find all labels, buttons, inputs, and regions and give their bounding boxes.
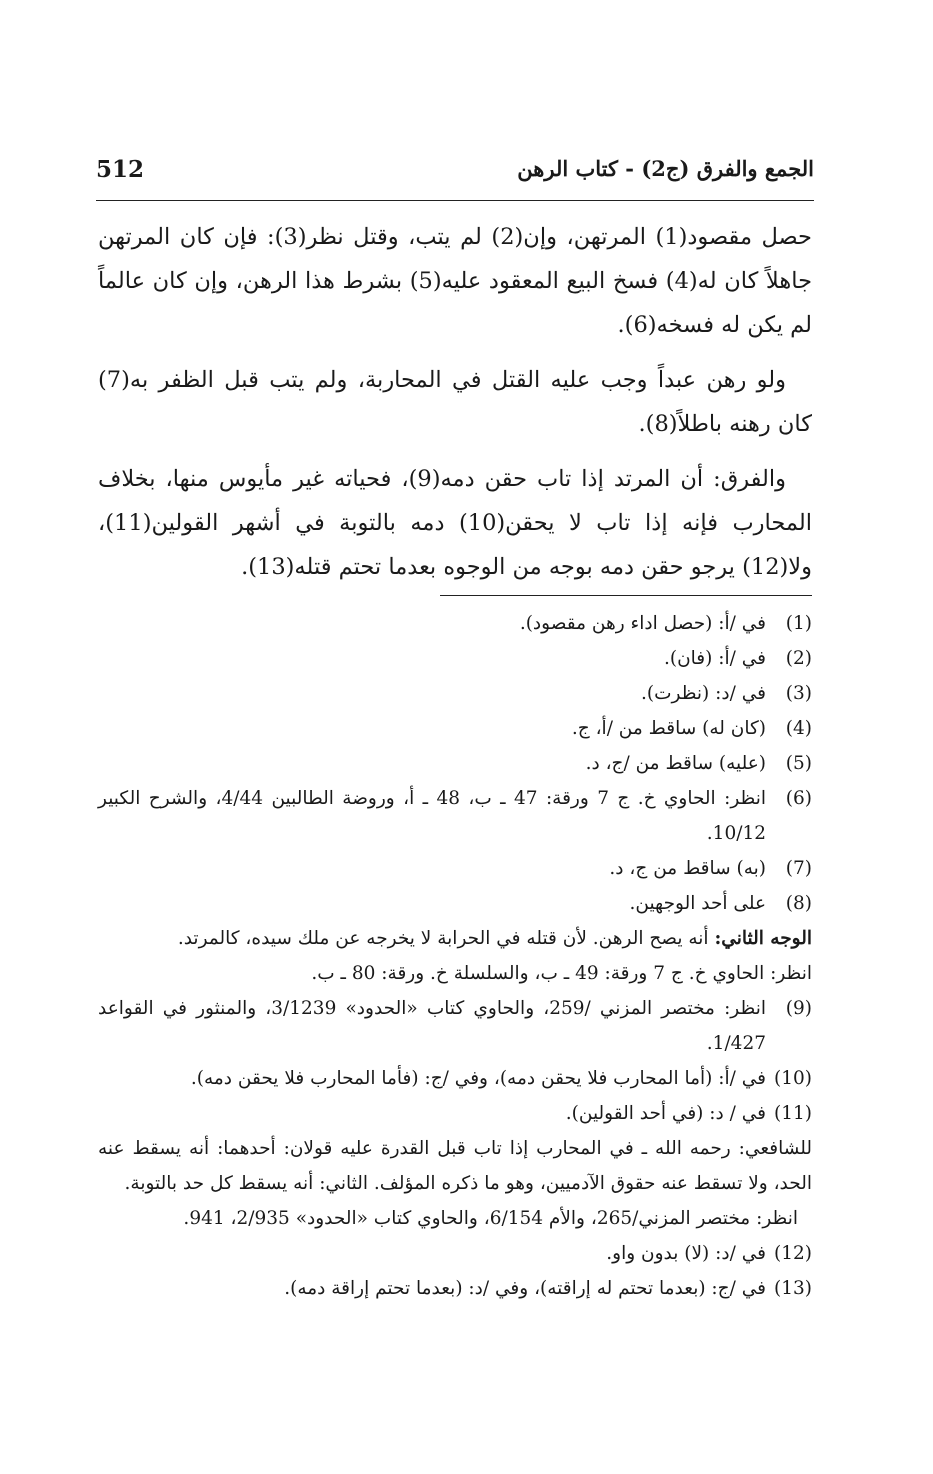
footnote-11-continuation: للشافعي: رحمه الله ـ في المحارب إذا تاب قبل القدرة عليه قولان: أحدهما: أنه يسقط عنه الحد، ولا تسقط عنه حقوق الآدميين، وهو ما ذكره المؤلف. الثاني: أنه يسقط كل حد بالتوبة.: [98, 1138, 812, 1194]
footnote-continuation-text: أنه يصح الرهن. لأن قتله في الحرابة لا يخرجه عن ملك سيده، كالمرتد.: [177, 928, 715, 949]
main-text: [98, 215, 812, 600]
paragraph-1: حصل مقصود(1) المرتهن، وإن(2) لم يتب، وقتل نظر(3): فإن كان المرتهن جاهلاً كان له(4) فسخ البيع المعقود عليه(5) بشرط هذا الرهن، وإن كان عالماً لم يكن له فسخه(6).: [98, 224, 812, 338]
footnote-number: (6): [785, 788, 812, 809]
footnote-2: [98, 641, 812, 676]
footnote-7: [98, 851, 812, 886]
footnote-text: انظر: مختصر المزني /259، والحاوي كتاب «الحدود» 3/1239، والمنثور في القواعد 1/427.: [98, 998, 766, 1054]
footnote-number: (9): [785, 998, 812, 1019]
footnote-number: (5): [785, 753, 812, 774]
footnote-number: (2): [785, 648, 812, 669]
footnote-number: (13): [774, 1278, 812, 1299]
footnote-6: [98, 781, 812, 851]
footnote-11-reference: انظر: مختصر المزني/265، والأم 6/154، والحاوي كتاب «الحدود» 2/935، 941.: [183, 1208, 798, 1229]
footnote-number: (4): [785, 718, 812, 739]
footnote-bold-label: الوجه الثاني:: [714, 928, 812, 949]
footnote-text: (كان له) ساقط من /أ، ج.: [571, 718, 766, 739]
footnote-12: [98, 1236, 812, 1271]
footnote-text: في /د: (نظرت).: [641, 683, 766, 704]
footnote-10: [98, 1061, 812, 1096]
footnote-4: [98, 711, 812, 746]
footnote-number: (12): [774, 1243, 812, 1264]
footnote-divider: [440, 595, 812, 596]
footnote-number: (11): [774, 1103, 812, 1124]
footnote-text: على أحد الوجهين.: [629, 893, 766, 914]
footnote-8: [98, 886, 812, 921]
footnote-11: [98, 1096, 812, 1131]
footnote-text: انظر: الحاوي خ. ج 7 ورقة: 47 ـ ب، 48 ـ أ، وروضة الطالبين 4/44، والشرح الكبير 10/12.: [98, 788, 767, 844]
footnote-13: [98, 1271, 812, 1306]
footnote-3: [98, 676, 812, 711]
page-header: [96, 152, 814, 192]
page-number: 512: [96, 156, 145, 183]
footnote-1: [98, 606, 812, 641]
footnote-5: [98, 746, 812, 781]
footnotes: [98, 606, 812, 1306]
footnote-number: (7): [785, 858, 812, 879]
footnote-text: في /أ: (أما المحارب فلا يحقن دمه)، وفي /ج: (فأما المحارب فلا يحقن دمه).: [190, 1068, 766, 1089]
paragraph-2: ولو رهن عبداً وجب عليه القتل في المحاربة، ولم يتب قبل الظفر به(7) كان رهنه باطلاً(8).: [98, 367, 812, 437]
footnote-9: [98, 991, 812, 1061]
footnote-text: في /أ: (فان).: [663, 648, 766, 669]
footnote-text: (عليه) ساقط من /ج، د.: [585, 753, 766, 774]
running-title: الجمع والفرق (ج2) - كتاب الرهن: [517, 156, 814, 181]
footnote-8-continuation: [98, 921, 812, 956]
paragraph-3: والفرق: أن المرتد إذا تاب حقن دمه(9)، فحياته غير مأيوس منها، بخلاف المحارب فإنه إذا تاب لا يحقن(10) دمه بالتوبة في أشهر القولين(11)، ولا(12) يرجو حقن دمه بوجه من الوجوه بعدما تحتم قتله(13).: [98, 466, 812, 580]
footnote-text: في /د: (لا) بدون واو.: [606, 1243, 766, 1264]
header-divider: [96, 200, 814, 201]
footnote-8-reference: انظر: الحاوي خ. ج 7 ورقة: 49 ـ ب، والسلسلة خ. ورقة: 80 ـ ب.: [311, 963, 812, 984]
footnote-text: في /أ: (حصل اداء رهن مقصود).: [519, 613, 766, 634]
footnote-number: (1): [785, 613, 812, 634]
footnote-text: في / د: (في أحد القولين).: [565, 1103, 766, 1124]
footnote-text: (به) ساقط من ج، د.: [609, 858, 766, 879]
footnote-number: (8): [785, 893, 812, 914]
footnote-text: في /ج: (بعدما تحتم له إراقته)، وفي /د: (بعدما تحتم إراقة دمه).: [284, 1278, 766, 1299]
footnote-number: (3): [785, 683, 812, 704]
footnote-number: (10): [774, 1068, 812, 1089]
